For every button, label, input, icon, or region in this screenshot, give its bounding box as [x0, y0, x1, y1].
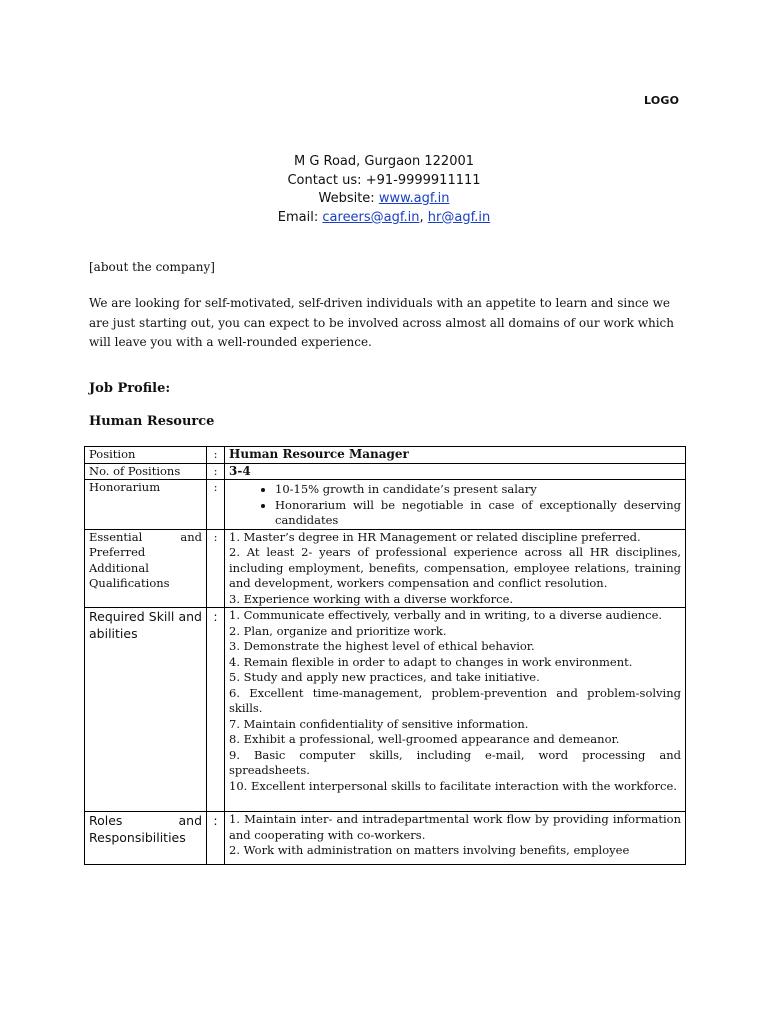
list-item: 2. Plan, organize and prioritize work. — [229, 623, 447, 638]
phone: Contact us: +91-9999911111 — [287, 172, 481, 188]
num-positions-value: 3-4 — [225, 463, 686, 480]
job-profile-heading: Job Profile: — [89, 381, 171, 396]
list-item: 6. Excellent time-management, problem-prevention and problem-solving skills. — [229, 685, 681, 715]
qualifications-label: Essential and Preferred Additional Qualifications — [85, 529, 207, 608]
intro-paragraph: We are looking for self-motivated, self-driven individuals with an appetite to learn and since we are just starting out, you can expect to be involved across almost all domains of our work which will leave you with a well-rounded experience. — [89, 296, 674, 349]
address: M G Road, Gurgaon 122001 — [293, 154, 475, 169]
honorarium-label: Honorarium — [85, 480, 207, 530]
list-item: 3. Demonstrate the highest level of ethical behavior. — [229, 639, 535, 653]
cell-spacer — [229, 794, 681, 811]
job-details-table — [84, 446, 686, 865]
table-row-position — [85, 447, 686, 464]
list-item: 5. Study and apply new practices, and take initiative. — [229, 670, 540, 684]
email-separator: , — [419, 209, 428, 225]
list-item: 7. Maintain confidentiality of sensitive information. — [229, 716, 529, 731]
list-item: • Honorarium will be negotiable in case of exceptionally deserving candidates — [275, 498, 681, 529]
honorarium-list — [229, 482, 681, 529]
qualifications-value — [225, 529, 686, 608]
website-link[interactable]: www.agf.in — [378, 191, 450, 206]
colon: : — [207, 812, 225, 865]
colon: : — [207, 529, 225, 608]
skills-value — [225, 608, 686, 812]
position-label: Position — [85, 447, 207, 464]
roles-label: Roles and Responsibilities — [85, 812, 207, 865]
roles-value — [225, 812, 686, 865]
table-row-honorarium — [85, 480, 686, 530]
table-row-qualifications — [85, 529, 686, 608]
list-item: • 10-15% growth in candidate’s present salary — [275, 482, 681, 498]
list-item: 9. Basic computer skills, including e-mail, word processing and spreadsheets. — [229, 747, 681, 777]
list-item: 2. Work with administration on matters involving benefits, employee — [229, 843, 630, 857]
hr-email-link[interactable]: hr@agf.in — [427, 209, 491, 225]
about-company: [about the company] — [89, 260, 215, 274]
colon: : — [207, 480, 225, 530]
colon: : — [207, 447, 225, 464]
website-line — [0, 190, 768, 209]
table-row-num-positions — [85, 463, 686, 480]
honorarium-value — [225, 480, 686, 530]
num-positions-label: No. of Positions — [85, 463, 207, 480]
list-item: 1. Maintain inter- and intradepartmental work flow by providing information and cooperating with co-workers. — [229, 812, 681, 842]
email-label: Email: — [277, 209, 323, 225]
colon: : — [207, 608, 225, 812]
list-item: 1. Master’s degree in HR Management or related discipline preferred. — [229, 529, 641, 544]
website-label: Website: — [318, 191, 379, 206]
table-row-skills — [85, 608, 686, 812]
careers-email-link[interactable]: careers@agf.in — [322, 209, 420, 225]
department-heading: Human Resource — [89, 414, 215, 429]
table-row-roles — [85, 812, 686, 865]
skills-label: Required Skill and abilities — [85, 608, 207, 812]
list-item: 3. Experience working with a diverse workforce. — [229, 591, 514, 606]
colon: : — [207, 463, 225, 480]
company-logo: LOGO — [644, 94, 680, 107]
list-item: 2. At least 2- years of professional experience across all HR disciplines, including employment, benefits, compensation, employee relations, training and development, workers compensation and conflict resolution. — [229, 545, 681, 590]
list-item: 8. Exhibit a professional, well-groomed appearance and demeanor. — [229, 732, 620, 746]
list-item: 1. Communicate effectively, verbally and in writing, to a diverse audience. — [229, 608, 663, 622]
list-item: 4. Remain flexible in order to adapt to changes in work environment. — [229, 654, 633, 669]
contact-block — [0, 153, 768, 227]
position-value: Human Resource Manager — [225, 447, 686, 464]
list-item: 10. Excellent interpersonal skills to facilitate interaction with the workforce. — [229, 778, 677, 793]
email-line — [0, 209, 768, 228]
